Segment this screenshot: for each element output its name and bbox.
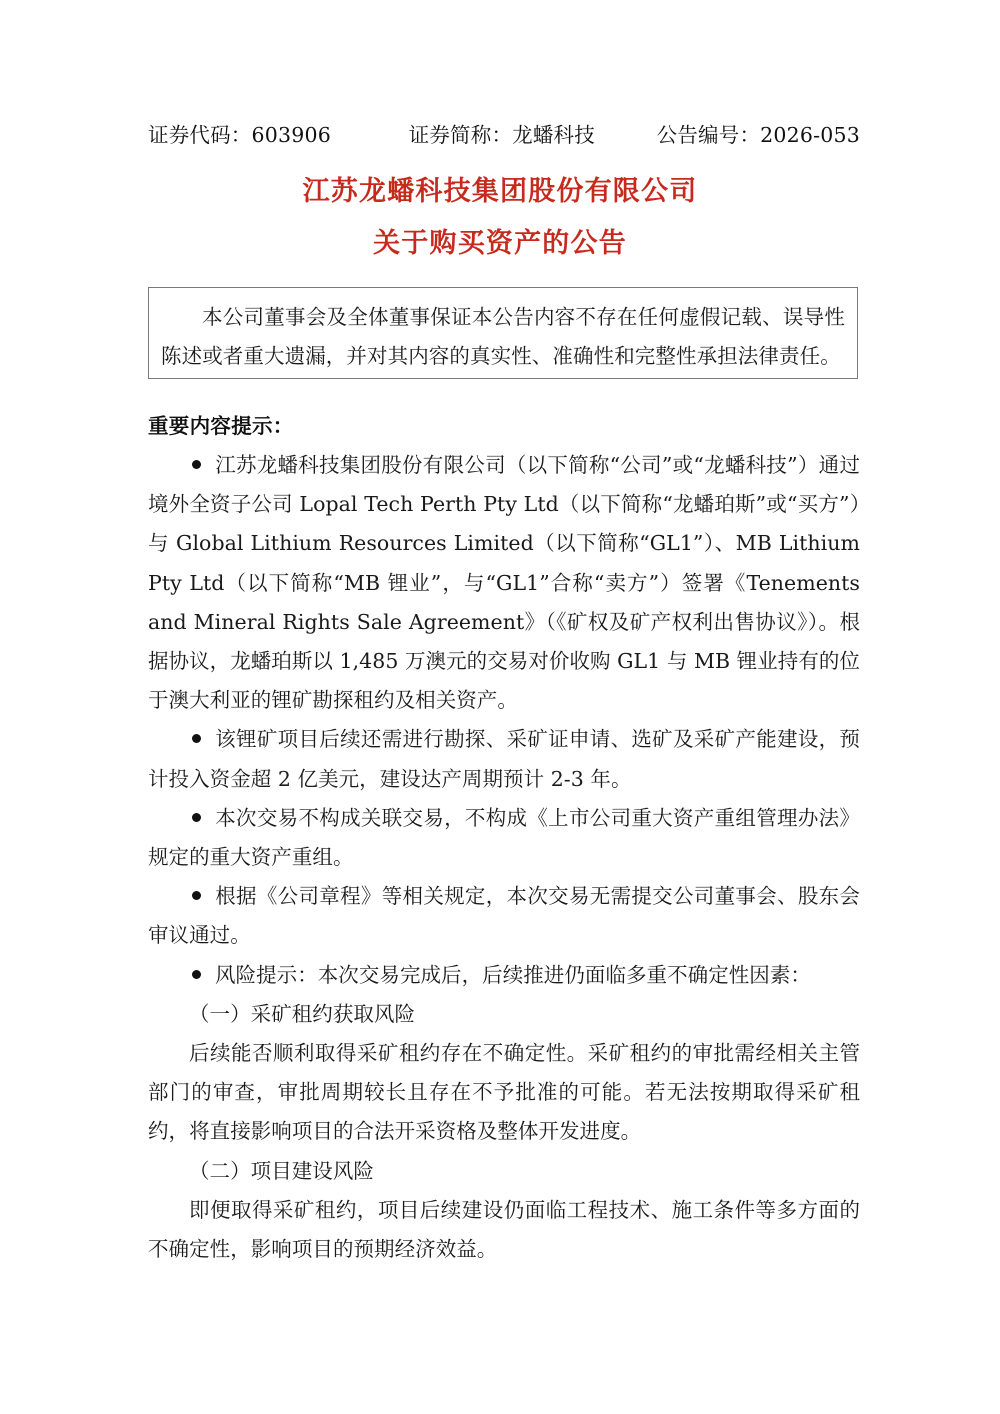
bullet-dot-icon <box>192 970 201 979</box>
notice-bullet <box>148 956 860 995</box>
notice-bullet-text: 根据《公司章程》等相关规定，本次交易无需提交公司董事会、股东会审议通过。 <box>148 884 860 948</box>
risk-paragraph: 即便取得采矿租约，项目后续建设仍面临工程技术、施工条件等多方面的不确定性，影响项目的预期经济效益。 <box>148 1197 860 1262</box>
announcement-subject-title: 关于购买资产的公告 <box>373 228 627 259</box>
document-header <box>148 118 860 148</box>
important-notice-label: 重要内容提示： <box>148 414 294 438</box>
notice-bullet <box>148 720 860 798</box>
security-abbreviation: 证券简称：龙蟠科技 <box>408 123 595 147</box>
body-content <box>148 407 860 1269</box>
notice-bullet <box>148 446 860 720</box>
notice-bullet-text: 江苏龙蟠科技集团股份有限公司（以下简称“公司”或“龙蟠科技”）通过境外全资子公司 Lopal Tech Perth Pty Ltd（以下简称“龙蟠珀斯”或“买方”）与 Global Lithium Resources Limited（以下简称“GL1”）、MB Lithium Pty Ltd（以下简称“MB 锂业”，与“GL1”合称“卖方”）签署《Tenements and Mineral Rights Sale Agreement》（《矿权及矿产权利出售协议》）。根据协议，龙蟠珀斯以 1,485 万澳元的交易对价收购 GL1 与 MB 锂业持有的位于澳大利亚的锂矿勘探租约及相关资产。 <box>148 453 860 713</box>
bullet-dot-icon <box>192 460 201 469</box>
security-code: 证券代码：603906 <box>148 123 331 147</box>
disclaimer-text: 本公司董事会及全体董事保证本公告内容不存在任何虚假记载、误导性陈述或者重大遗漏，并对其内容的真实性、准确性和完整性承担法律责任。 <box>161 305 845 368</box>
disclaimer-box <box>148 287 858 379</box>
announcement-number: 公告编号：2026-053 <box>656 123 860 147</box>
notice-bullet <box>148 799 860 877</box>
bullet-dot-icon <box>192 813 201 822</box>
notice-bullet-text: 该锂矿项目后续还需进行勘探、采矿证申请、选矿及采矿产能建设，预计投入资金超 2 亿美元，建设达产周期预计 2-3 年。 <box>148 727 860 791</box>
bullet-dot-icon <box>192 734 201 743</box>
company-name-title: 江苏龙蟠科技集团股份有限公司 <box>302 176 698 207</box>
title-block <box>0 178 1000 257</box>
notice-bullet-text: 风险提示：本次交易完成后，后续推进仍面临多重不确定性因素： <box>215 962 811 987</box>
risk-heading: （一）采矿租约获取风险 <box>189 1001 416 1026</box>
risk-heading: （二）项目建设风险 <box>189 1158 374 1183</box>
bullet-dot-icon <box>192 891 201 900</box>
notice-bullet <box>148 877 860 955</box>
risk-paragraph: 后续能否顺利取得采矿租约存在不确定性。采矿租约的审批需经相关主管部门的审查，审批周期较长且存在不予批准的可能。若无法按期取得采矿租约，将直接影响项目的合法开采资格及整体开发进度。 <box>148 1041 860 1144</box>
notice-bullet-text: 本次交易不构成关联交易，不构成《上市公司重大资产重组管理办法》规定的重大资产重组。 <box>148 805 860 870</box>
